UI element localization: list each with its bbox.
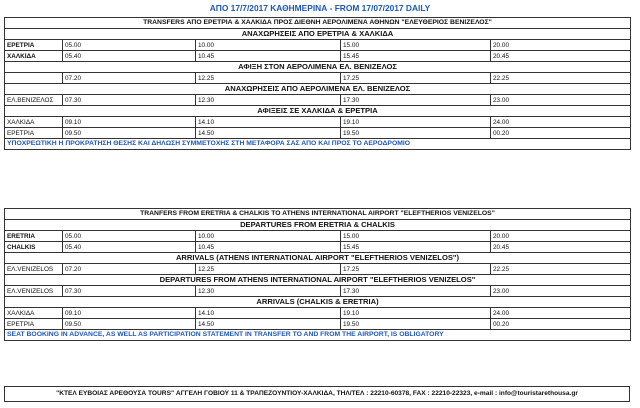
time-cell: 24.00 xyxy=(491,308,631,319)
table-row xyxy=(5,264,631,275)
time-cell: 15.00 xyxy=(341,231,491,242)
time-cell: 17.30 xyxy=(341,95,491,106)
greek-booking-note: ΥΠΟΧΡΕΩΤΙΚΗ Η ΠΡΟΚΡΑΤΗΣΗ ΘΕΣΗΣ ΚΑΙ ΔΗΛΩΣΗ ΣΥΜΜΕΤΟΧΗΣ ΣΤΗ ΜΕΤΑΦΟΡΑ ΣΑΣ ΑΠΟ ΚΑΙ ΠΡΟΣ ΤΟ ΑΕΡΟΔΡΟΜΙΟ xyxy=(5,139,631,150)
time-cell: 14.10 xyxy=(196,117,341,128)
time-cell: 14.10 xyxy=(196,308,341,319)
place-cell: ΕΛ.ΒΕΝΙΖΕΛΟΣ xyxy=(5,95,63,106)
place-cell: ΕΛ.VENIZELOS xyxy=(5,264,63,275)
section-title: ARRIVALS (ATHENS INTERNATIONAL AIRPORT "ELEFTHERIOS VENIZELOS") xyxy=(5,253,631,264)
english-booking-note: SEAT BOOKING IN ADVANCE, AS WELL AS PARTICIPATION STATEMENT IN TRANSFER TO AND FROM THE AIRPORT, IS OBLIGATORY xyxy=(5,330,631,341)
table-row xyxy=(5,51,631,62)
place-cell: ΧΑΛΚΙΔΑ xyxy=(5,308,63,319)
time-cell: 10.00 xyxy=(196,231,341,242)
time-cell: 09.10 xyxy=(63,308,196,319)
time-cell: 20.00 xyxy=(491,40,631,51)
time-cell: 14.50 xyxy=(196,319,341,330)
time-cell: 22.25 xyxy=(491,264,631,275)
section-title: ΑΝΑΧΩΡΗΣΕΙΣ ΑΠΟ ΑΕΡΟΛΙΜΕΝΑ ΕΛ. ΒΕΝΙΖΕΛΟΣ xyxy=(5,84,631,95)
schedule-title: ΑΠΟ 17/7/2017 ΚΑΘΗΜΕΡΙΝΑ - FROM 17/07/2017 DAILY xyxy=(209,3,431,13)
time-cell: 05.00 xyxy=(63,231,196,242)
place-cell: CHALKIS xyxy=(5,242,63,253)
time-cell: 17.25 xyxy=(341,264,491,275)
english-heading: TRANFERS FROM ERETRIA & CHALKIS TO ATHENS INTERNATIONAL AIRPORT "ELEFTHERIOS VENIZELOS" xyxy=(5,209,631,220)
table-row xyxy=(5,231,631,242)
time-cell: 15.45 xyxy=(341,242,491,253)
time-cell: 05.40 xyxy=(63,242,196,253)
time-cell: 07.30 xyxy=(63,95,196,106)
time-cell: 22.25 xyxy=(491,73,631,84)
time-cell: 24.00 xyxy=(491,117,631,128)
time-cell: 09.50 xyxy=(63,319,196,330)
table-row xyxy=(5,40,631,51)
time-cell: 15.45 xyxy=(341,51,491,62)
time-cell: 10.45 xyxy=(196,51,341,62)
greek-timetable xyxy=(4,17,631,150)
time-cell: 07.20 xyxy=(63,73,196,84)
time-cell: 17.30 xyxy=(341,286,491,297)
time-cell: 20.45 xyxy=(491,242,631,253)
place-cell: ΧΑΛΚΙΔΑ xyxy=(5,51,63,62)
section-title: ΑΝΑΧΩΡΗΣΕΙΣ ΑΠΟ ΕΡΕΤΡΙΑ & ΧΑΛΚΙΔΑ xyxy=(5,29,631,40)
table-row xyxy=(5,242,631,253)
time-cell: 10.00 xyxy=(196,40,341,51)
time-cell: 12.30 xyxy=(196,95,341,106)
table-row xyxy=(5,95,631,106)
table-row xyxy=(5,308,631,319)
place-cell: ΧΑΛΚΙΔΑ xyxy=(5,117,63,128)
time-cell: 09.10 xyxy=(63,117,196,128)
table-row xyxy=(5,117,631,128)
place-cell xyxy=(5,73,63,84)
time-cell: 00.20 xyxy=(491,128,631,139)
place-cell: ΕΛ.VENIZELOS xyxy=(5,286,63,297)
place-cell: ΕΡΕΤΡΙΑ xyxy=(5,40,63,51)
time-cell: 17.25 xyxy=(341,73,491,84)
greek-heading: TRANSFERS ΑΠΟ ΕΡΕΤΡΙΑ & ΧΑΛΚΙΔΑ ΠΡΟΣ ΔΙΕΘΝΗ ΑΕΡΟΛΙΜΕΝΑ ΑΘΗΝΩΝ "ΕΛΕΥΘΕΡΙΟΣ ΒΕΝΙΖΕΛΟΣ" xyxy=(5,18,631,29)
time-cell: 19.10 xyxy=(341,117,491,128)
time-cell: 20.00 xyxy=(491,231,631,242)
time-cell: 15.00 xyxy=(341,40,491,51)
time-cell: 12.30 xyxy=(196,286,341,297)
time-cell: 07.20 xyxy=(63,264,196,275)
table-row xyxy=(5,286,631,297)
section-title: ΑΦΙΞΕΙΣ ΣΕ ΧΑΛΚΙΔΑ & ΕΡΕΤΡΙΑ xyxy=(5,106,631,117)
table-row xyxy=(5,128,631,139)
time-cell: 10.45 xyxy=(196,242,341,253)
time-cell: 19.50 xyxy=(341,128,491,139)
section-title: ARRIVALS (CHALKIS & ERETRIA) xyxy=(5,297,631,308)
time-cell: 07.30 xyxy=(63,286,196,297)
table-row xyxy=(5,319,631,330)
time-cell: 19.10 xyxy=(341,308,491,319)
time-cell: 23.00 xyxy=(491,95,631,106)
time-cell: 23.00 xyxy=(491,286,631,297)
footer-contact: "ΚΤΕΛ ΕΥΒΟΙΑΣ ΑΡΕΘΟΥΣΑ TOURS" ΑΓΓΕΛΗ ΓΟΒΙΟΥ 11 & ΤΡΑΠΕΖΟΥΝΤΙΟΥ-ΧΑΛΚΙΔΑ, ΤΗΛ/ΤΕΛ : 22210-60378, FAX : 22210-22323, e-mail : info@touristarethousa.gr xyxy=(4,386,630,402)
time-cell: 20.45 xyxy=(491,51,631,62)
time-cell: 09.50 xyxy=(63,128,196,139)
time-cell: 12.25 xyxy=(196,73,341,84)
place-cell: ΕΡΕΤΡΙΑ xyxy=(5,128,63,139)
section-title: ΑΦΙΞΗ ΣΤΟΝ ΑΕΡΟΛΙΜΕΝΑ ΕΛ. ΒΕΝΙΖΕΛΟΣ xyxy=(5,62,631,73)
time-cell: 05.40 xyxy=(63,51,196,62)
time-cell: 00.20 xyxy=(491,319,631,330)
place-cell: ERETRIA xyxy=(5,231,63,242)
section-title: DEPARTURES FROM ERETRIA & CHALKIS xyxy=(5,220,631,231)
time-cell: 12.25 xyxy=(196,264,341,275)
section-title: DEPARTURES FROM ATHENS INTERNATIONAL AIRPORT "ELEFTHERIOS VENIZELOS" xyxy=(5,275,631,286)
time-cell: 19.50 xyxy=(341,319,491,330)
english-timetable xyxy=(4,208,631,341)
table-row xyxy=(5,73,631,84)
time-cell: 14.50 xyxy=(196,128,341,139)
place-cell: ΕΡΕΤΡΙΑ xyxy=(5,319,63,330)
time-cell: 05.00 xyxy=(63,40,196,51)
